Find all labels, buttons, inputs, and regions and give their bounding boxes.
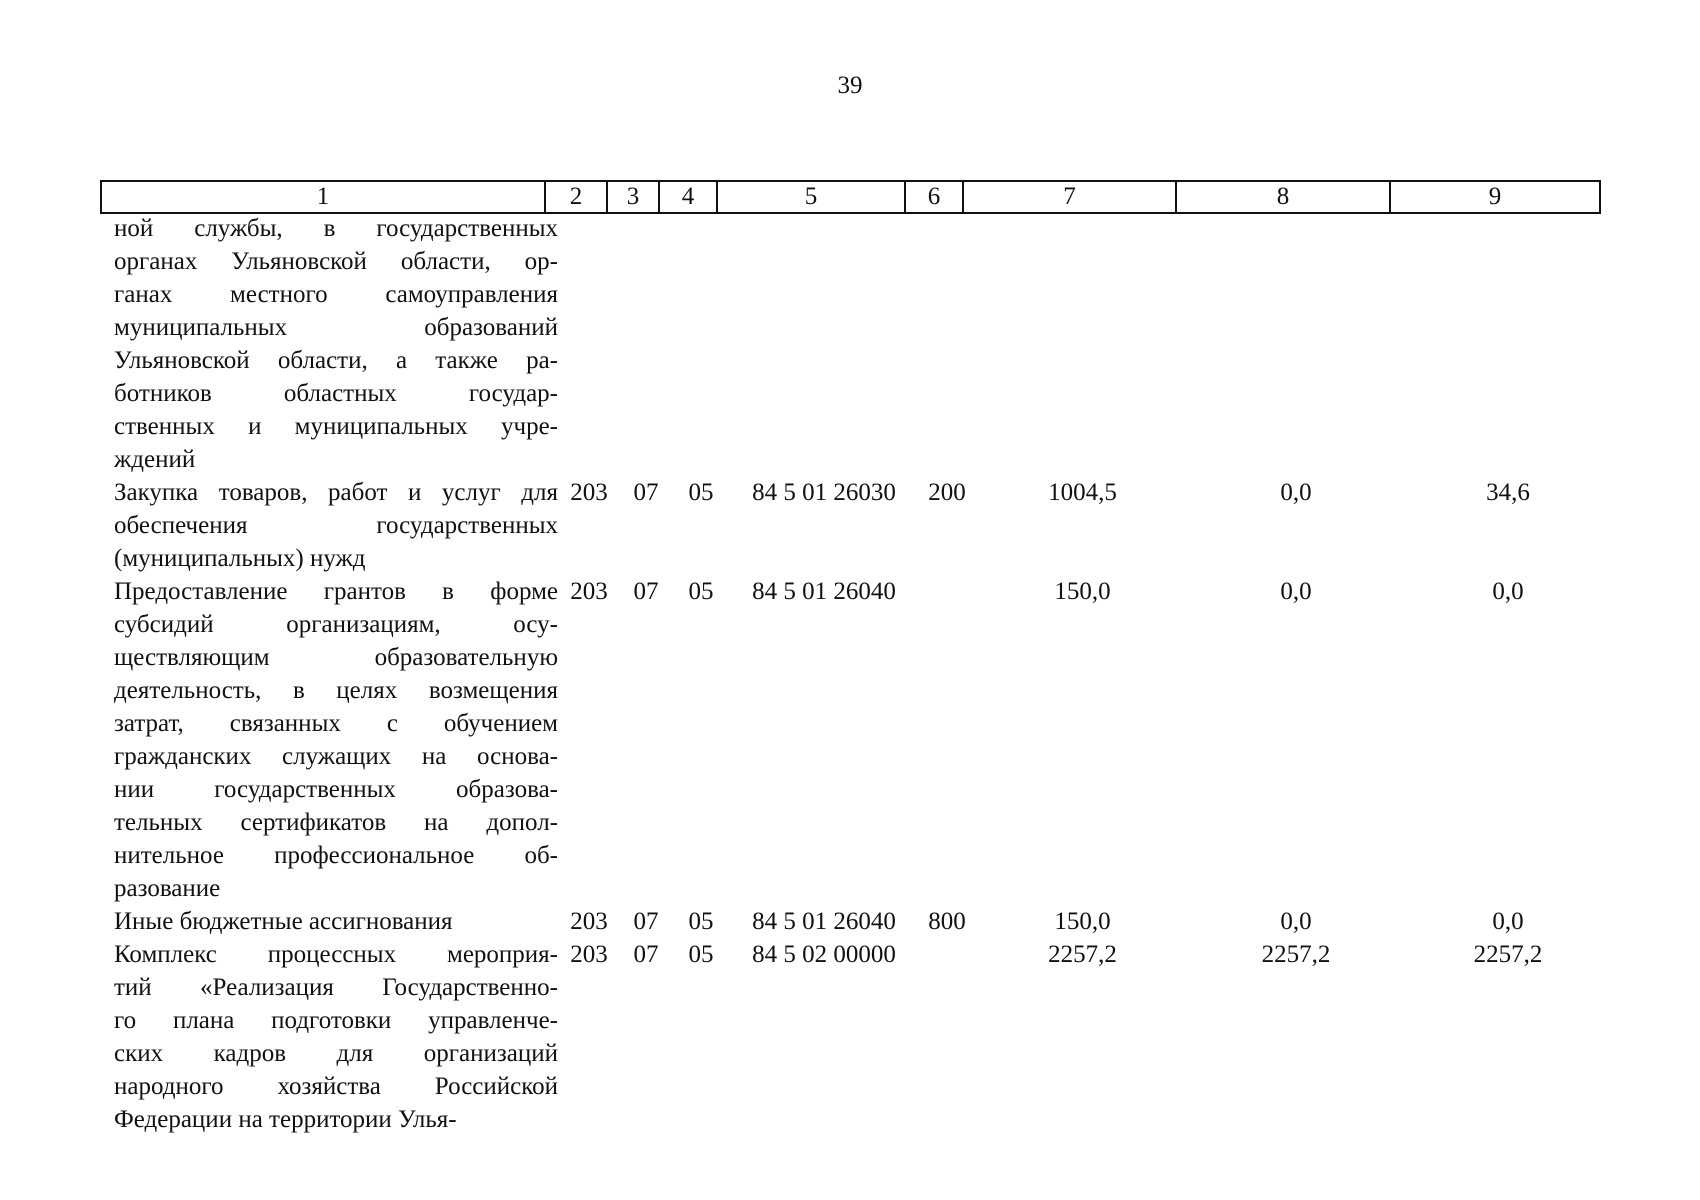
table-row <box>100 476 1613 575</box>
description-line: ной службы, в государственных <box>114 215 558 242</box>
code-admin: 203 <box>570 908 608 935</box>
description-line: ботников областных государ- <box>114 380 558 407</box>
page-number: 39 <box>837 72 863 99</box>
header-col-6: 6 <box>905 181 963 213</box>
description-line: го плана подготовки управленче- <box>114 1007 558 1034</box>
description-line: субсидий организациям, осу- <box>114 611 558 638</box>
description-line: Предоставление грантов в форме <box>114 578 558 605</box>
description-line: гражданских служащих на основа- <box>114 743 558 770</box>
code-subsection: 05 <box>688 908 714 935</box>
amount-col-9: 0,0 <box>1492 908 1524 935</box>
code-admin <box>558 212 620 476</box>
code-admin: 203 <box>570 941 608 968</box>
description-line: Закупка товаров, работ и услуг для <box>114 479 558 506</box>
amount-col-7 <box>976 212 1189 476</box>
header-col-2: 2 <box>545 181 607 213</box>
table-row <box>100 575 1613 905</box>
header-col-7: 7 <box>963 181 1176 213</box>
description-line: ских кадров для организаций <box>114 1040 558 1067</box>
row-description <box>100 938 558 1136</box>
row-description <box>100 212 558 476</box>
code-subsection: 05 <box>688 479 714 506</box>
amount-col-8: 0,0 <box>1280 479 1312 506</box>
description-line: разование <box>114 875 221 902</box>
budget-table <box>100 212 1613 1136</box>
amount-col-7: 150,0 <box>1054 908 1111 935</box>
description-line: Иные бюджетные ассигнования <box>114 908 453 935</box>
amount-col-8 <box>1189 212 1403 476</box>
description-line: органах Ульяновской области, ор- <box>114 248 558 275</box>
code-target-item <box>730 212 918 476</box>
description-line: ственных и муниципальных учре- <box>114 413 558 440</box>
description-line: Ульяновской области, а также ра- <box>114 347 558 374</box>
description-line: народного хозяйства Российской <box>114 1073 558 1100</box>
code-admin: 203 <box>570 479 608 506</box>
amount-col-8: 0,0 <box>1280 908 1312 935</box>
header-col-8: 8 <box>1176 181 1390 213</box>
header-col-1: 1 <box>101 181 545 213</box>
code-section: 07 <box>633 479 659 506</box>
table-row <box>100 905 1613 938</box>
description-line: обеспечения государственных <box>114 512 558 539</box>
header-col-3: 3 <box>607 181 659 213</box>
code-expense-type: 800 <box>928 908 966 935</box>
description-line: (муниципальных) нужд <box>114 545 366 572</box>
code-subsection: 05 <box>688 578 714 605</box>
description-line: Федерации на территории Улья- <box>114 1106 457 1133</box>
description-line: ществляющим образовательную <box>114 644 558 671</box>
code-target-item: 84 5 01 26040 <box>752 578 896 605</box>
row-description <box>100 905 558 938</box>
description-line: ганах местного самоуправления <box>114 281 558 308</box>
code-target-item: 84 5 01 26040 <box>752 908 896 935</box>
amount-col-8: 2257,2 <box>1261 941 1331 968</box>
table-row <box>100 938 1613 1136</box>
code-expense-type <box>918 575 976 905</box>
amount-col-7: 2257,2 <box>1048 941 1117 968</box>
code-target-item: 84 5 01 26030 <box>752 479 896 506</box>
header-col-9: 9 <box>1390 181 1600 213</box>
amount-col-9: 0,0 <box>1492 578 1524 605</box>
amount-col-9 <box>1403 212 1613 476</box>
row-description <box>100 476 558 575</box>
description-line: нительное профессиональное об- <box>114 842 558 869</box>
code-section <box>620 212 672 476</box>
description-line: нии государственных образова- <box>114 776 558 803</box>
amount-col-9: 34,6 <box>1486 479 1530 506</box>
code-subsection: 05 <box>688 941 714 968</box>
code-expense-type <box>918 212 976 476</box>
row-description <box>100 575 558 905</box>
code-subsection <box>672 212 730 476</box>
amount-col-7: 150,0 <box>1054 578 1111 605</box>
code-admin: 203 <box>570 578 608 605</box>
header-col-5: 5 <box>717 181 905 213</box>
description-line: муниципальных образований <box>114 314 558 341</box>
description-line: деятельность, в целях возмещения <box>114 677 558 704</box>
description-line: Комплекс процессных мероприя- <box>114 941 558 968</box>
amount-col-9: 2257,2 <box>1473 941 1543 968</box>
description-line: ждений <box>114 446 196 473</box>
table-row <box>100 212 1613 476</box>
code-expense-type: 200 <box>928 479 966 506</box>
code-section: 07 <box>633 908 659 935</box>
description-line: тий «Реализация Государственно- <box>114 974 558 1001</box>
code-target-item: 84 5 02 00000 <box>752 941 896 968</box>
code-expense-type <box>918 938 976 1136</box>
description-line: тельных сертификатов на допол- <box>114 809 558 836</box>
amount-col-8: 0,0 <box>1280 578 1312 605</box>
code-section: 07 <box>633 941 659 968</box>
code-section: 07 <box>633 578 659 605</box>
description-line: затрат, связанных с обучением <box>114 710 558 737</box>
amount-col-7: 1004,5 <box>1048 479 1117 506</box>
header-col-4: 4 <box>659 181 717 213</box>
table-header <box>100 180 1601 214</box>
